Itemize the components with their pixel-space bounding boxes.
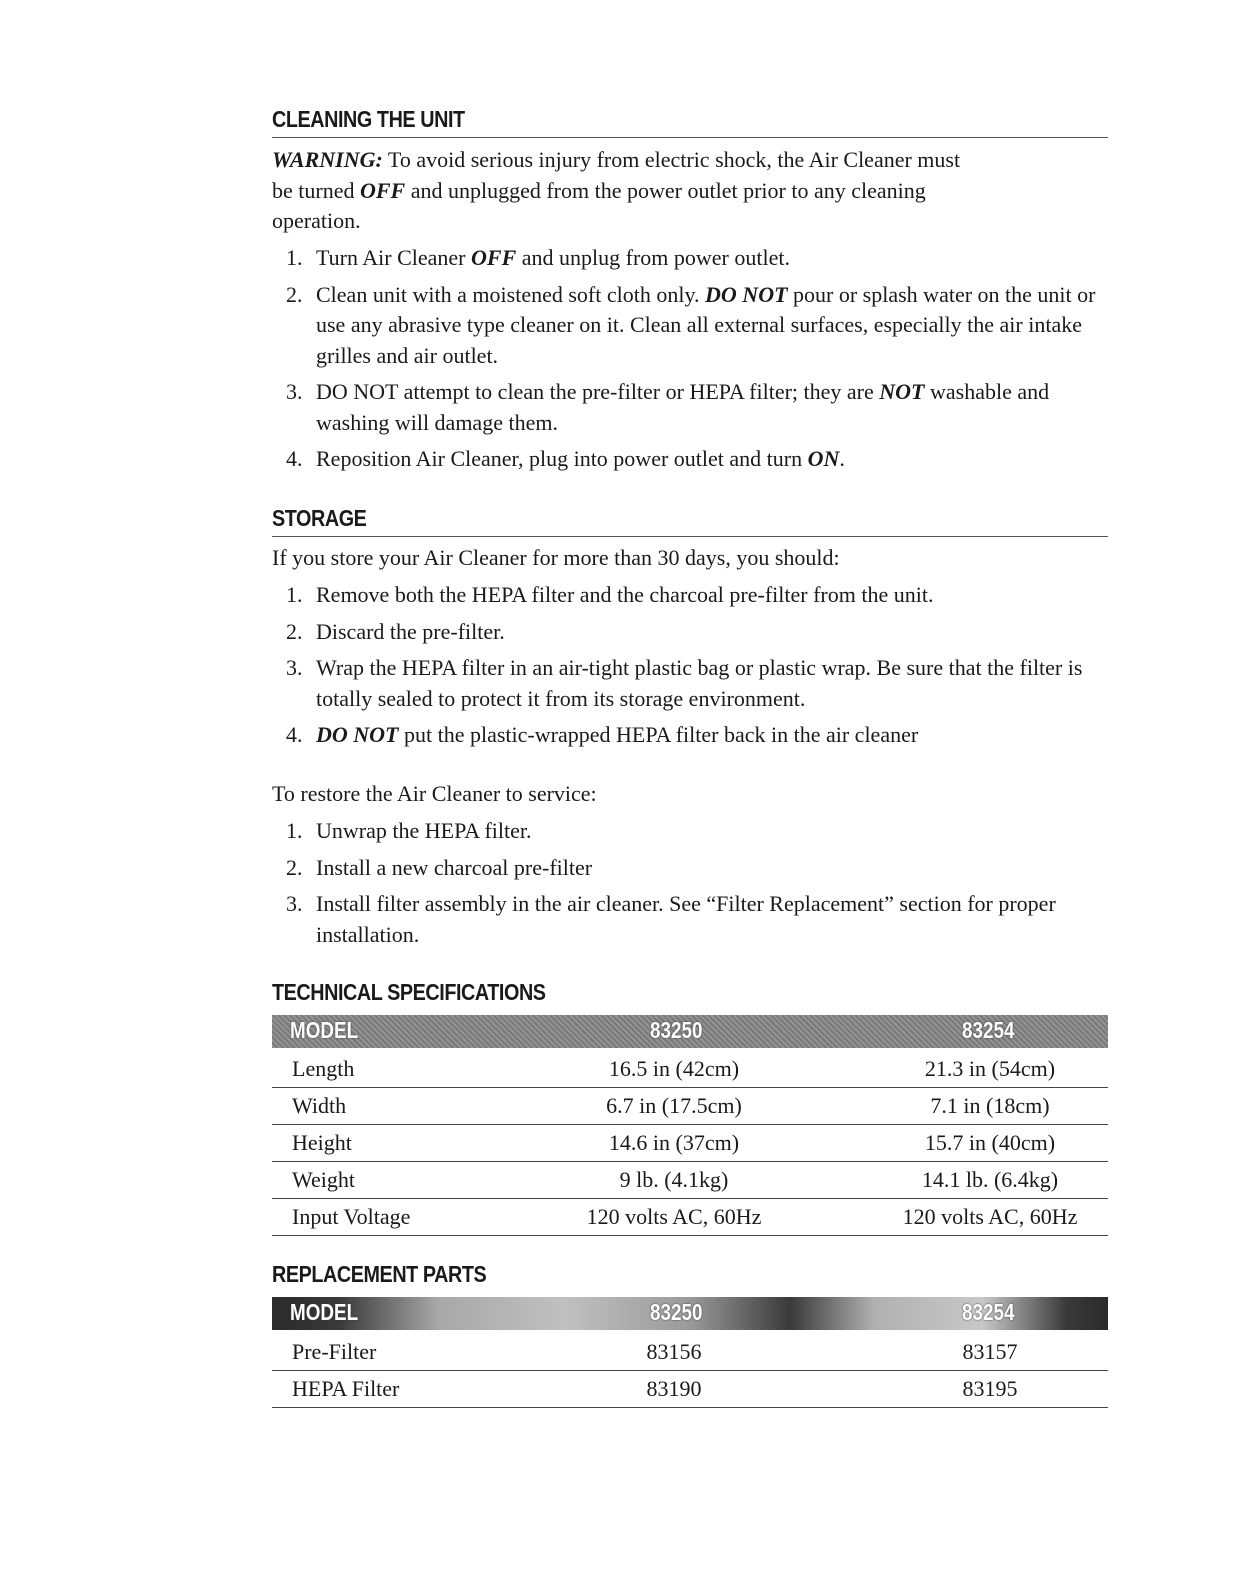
- header-model-83254: 83254: [962, 1017, 1015, 1043]
- header-model-83250: 83250: [650, 1299, 703, 1325]
- list-item: 3. DO NOT attempt to clean the pre-filter or HEPA filter; they are NOT washable and washing will damage them.: [286, 379, 1050, 435]
- list-item: 4. Reposition Air Cleaner, plug into power outlet and turn ON.: [286, 446, 845, 471]
- table-row: Height 14.6 in (37cm) 15.7 in (40cm): [272, 1125, 1108, 1162]
- table-row: Weight 9 lb. (4.1kg) 14.1 lb. (6.4kg): [272, 1162, 1108, 1199]
- specs-table-header: [272, 1015, 1108, 1048]
- storage-title: STORAGE: [272, 505, 367, 531]
- list-item: 2. Discard the pre-filter.: [286, 618, 505, 644]
- table-row: Input Voltage 120 volts AC, 60Hz 120 volts AC, 60Hz: [272, 1199, 1108, 1236]
- warning-label: WARNING:: [272, 147, 383, 172]
- list-item: 3. Wrap the HEPA filter in an air-tight plastic bag or plastic wrap. Be sure that the filter is totally sealed to protect it from its storage environment.: [286, 655, 1083, 711]
- parts-title: REPLACEMENT PARTS: [272, 1261, 487, 1287]
- header-model: MODEL: [290, 1017, 359, 1043]
- storage-rule: [272, 536, 1108, 537]
- list-item: 2. Install a new charcoal pre-filter: [286, 854, 593, 880]
- list-item: 1. Remove both the HEPA filter and the charcoal pre-filter from the unit.: [286, 582, 934, 607]
- list-item: 2. Clean unit with a moistened soft cloth only. DO NOT pour or splash water on the unit or use any abrasive type cleaner on it. Clean all external surfaces, especially the air intake grilles and air outlet.: [286, 281, 1096, 368]
- storage-steps: [286, 580, 1108, 751]
- list-item: 1. Turn Air Cleaner OFF and unplug from power outlet.: [286, 245, 790, 270]
- table-row: Length 16.5 in (42cm) 21.3 in (54cm): [272, 1051, 1108, 1088]
- cleaning-steps: [286, 243, 1108, 475]
- specs-title: TECHNICAL SPECIFICATIONS: [272, 979, 546, 1005]
- storage-intro: If you store your Air Cleaner for more than 30 days, you should:: [272, 545, 840, 570]
- restore-intro: To restore the Air Cleaner to service:: [272, 781, 597, 806]
- table-row: Width 6.7 in (17.5cm) 7.1 in (18cm): [272, 1088, 1108, 1125]
- list-item: 1. Unwrap the HEPA filter.: [286, 818, 532, 843]
- header-model-83250: 83250: [650, 1017, 703, 1043]
- cleaning-title: CLEANING THE UNIT: [272, 106, 465, 132]
- header-model-83254: 83254: [962, 1299, 1015, 1325]
- list-item: 4. DO NOT put the plastic-wrapped HEPA filter back in the air cleaner: [286, 722, 919, 747]
- header-model: MODEL: [290, 1299, 359, 1325]
- list-item: 3. Install filter assembly in the air cleaner. See “Filter Replacement” section for proper installation.: [286, 891, 1056, 947]
- cleaning-rule: [272, 137, 1108, 138]
- parts-table-header: [272, 1297, 1108, 1330]
- table-row: HEPA Filter 83190 83195: [272, 1371, 1108, 1408]
- restore-steps: [286, 816, 1108, 950]
- table-row: Pre-Filter 83156 83157: [272, 1334, 1108, 1371]
- cleaning-warning: WARNING: To avoid serious injury from electric shock, the Air Cleaner must be turned OFF and unplugged from the power outlet prior to any cleaning operation.: [272, 147, 961, 233]
